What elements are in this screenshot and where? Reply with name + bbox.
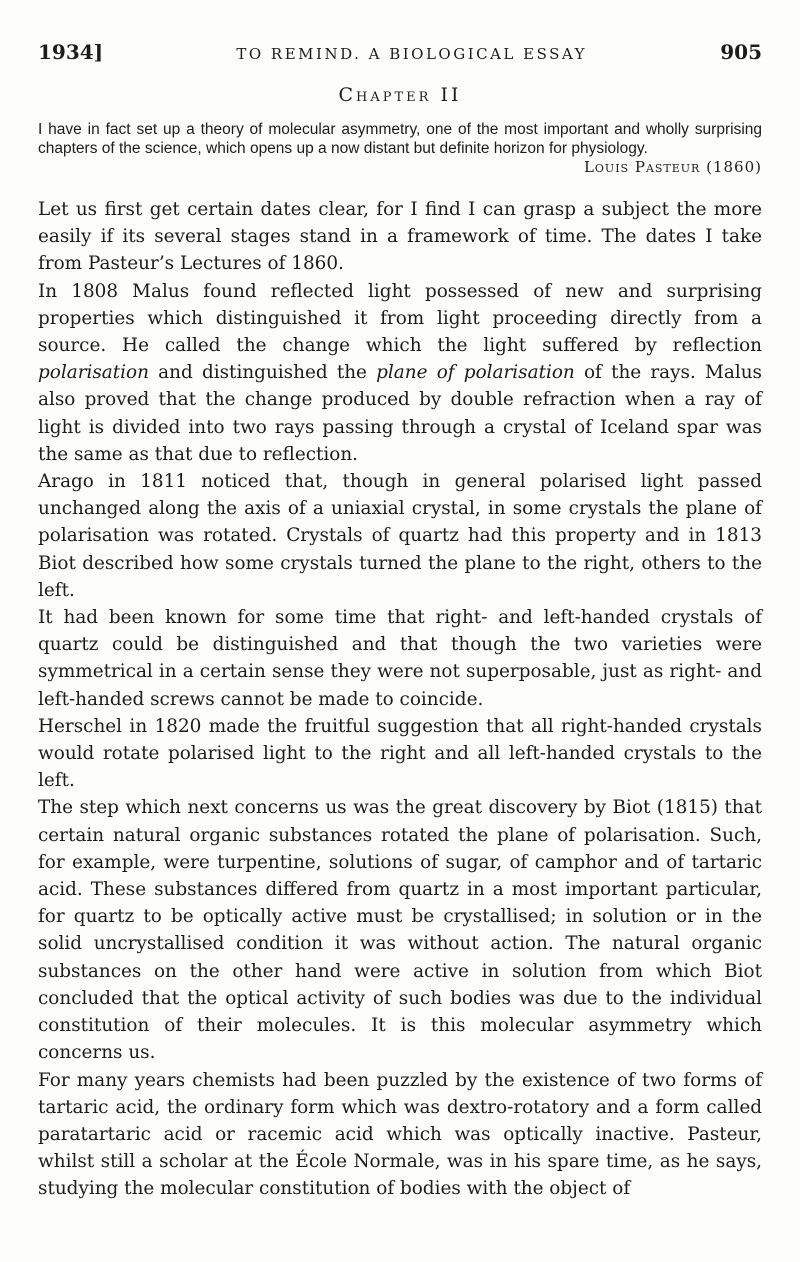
paragraph-3: Arago in 1811 noticed that, though in general polarised light passed unchanged along the axis of a uniaxial crystal, in some crystals the plane of polarisation was rotated. Crystals of quartz had this property and in 1813 Biot described how some crystals turned the plane to the right, others to the left. xyxy=(38,471,762,601)
body-text xyxy=(38,196,762,1203)
paragraph-6: The step which next concerns us was the great discovery by Biot (1815) that certain natural organic substances rotated the plane of polarisation. Such, for example, were turpentine, solutions of sugar, of camphor and of tartaric acid. These substances differed from quartz in a most important particular, for quartz to be optically active must be crystallised; in solution or in the solid uncrystallised condition it was without action. The natural organic substances on the other hand were active in solution from which Biot concluded that the optical activity of such bodies was due to the individual constitution of their molecules. It is this molecular asymmetry which concerns us. xyxy=(38,797,762,1064)
epigraph-text: I have in fact set up a theory of molecular asymmetry, one of the most important and wholly surprising chapters of the science, which opens up a now distant but definite horizon for physiology. xyxy=(38,121,762,157)
paragraph-2 xyxy=(38,278,762,468)
paragraph-5: Herschel in 1820 made the fruitful suggestion that all right-handed crystals would rotate polarised light to the right and all left-handed crystals to the left. xyxy=(38,715,762,792)
emphasis-polarisation: polarisation xyxy=(38,362,149,384)
emphasis-plane-of-polarisation: plane of polarisation xyxy=(376,362,575,384)
paragraph-2-mid: and distinguished the xyxy=(148,362,377,384)
paragraph-7: For many years chemists had been puzzled by the existence of two forms of tartaric acid, the ordinary form which was dextro-rotatory and a form called paratartaric acid or racemic acid which was optically inactive. Pasteur, whilst still a scholar at the École Normale, was in his spare time, as he says, studying the molecular constitution of bodies with the object of xyxy=(38,1069,762,1200)
running-head xyxy=(38,40,762,64)
epigraph-attribution: Louis Pasteur (1860) xyxy=(583,158,762,176)
epigraph xyxy=(38,120,762,177)
chapter-title: Chapter II xyxy=(338,84,462,106)
header-title: TO REMIND. A BIOLOGICAL ESSAY xyxy=(236,45,588,63)
paragraph-1: Let us first get certain dates clear, for I find I can grasp a subject the more easily if its several stages stand in a framework of time. The dates I take from Pasteur’s Lectures of 1860. xyxy=(38,199,762,275)
header-year: 1934] xyxy=(38,40,104,64)
paragraph-2-end: of the rays. Malus also proved that the change produced by double refraction when a ray of light is divided into two rays passing through a crystal of Iceland spar was the same as that due to reflection. xyxy=(38,362,762,465)
paragraph-2-start: In 1808 Malus found reflected light possessed of new and surprising properties which distinguished it from light proceeding directly from a source. He called the change which the light suffered by reflection xyxy=(38,280,762,357)
paragraph-4: It had been known for some time that right- and left-handed crystals of quartz could be distinguished and that though the two varieties were symmetrical in a certain sense they were not superposable, just as right- and left-handed screws cannot be made to coincide. xyxy=(38,607,762,710)
page-number: 905 xyxy=(720,40,762,64)
